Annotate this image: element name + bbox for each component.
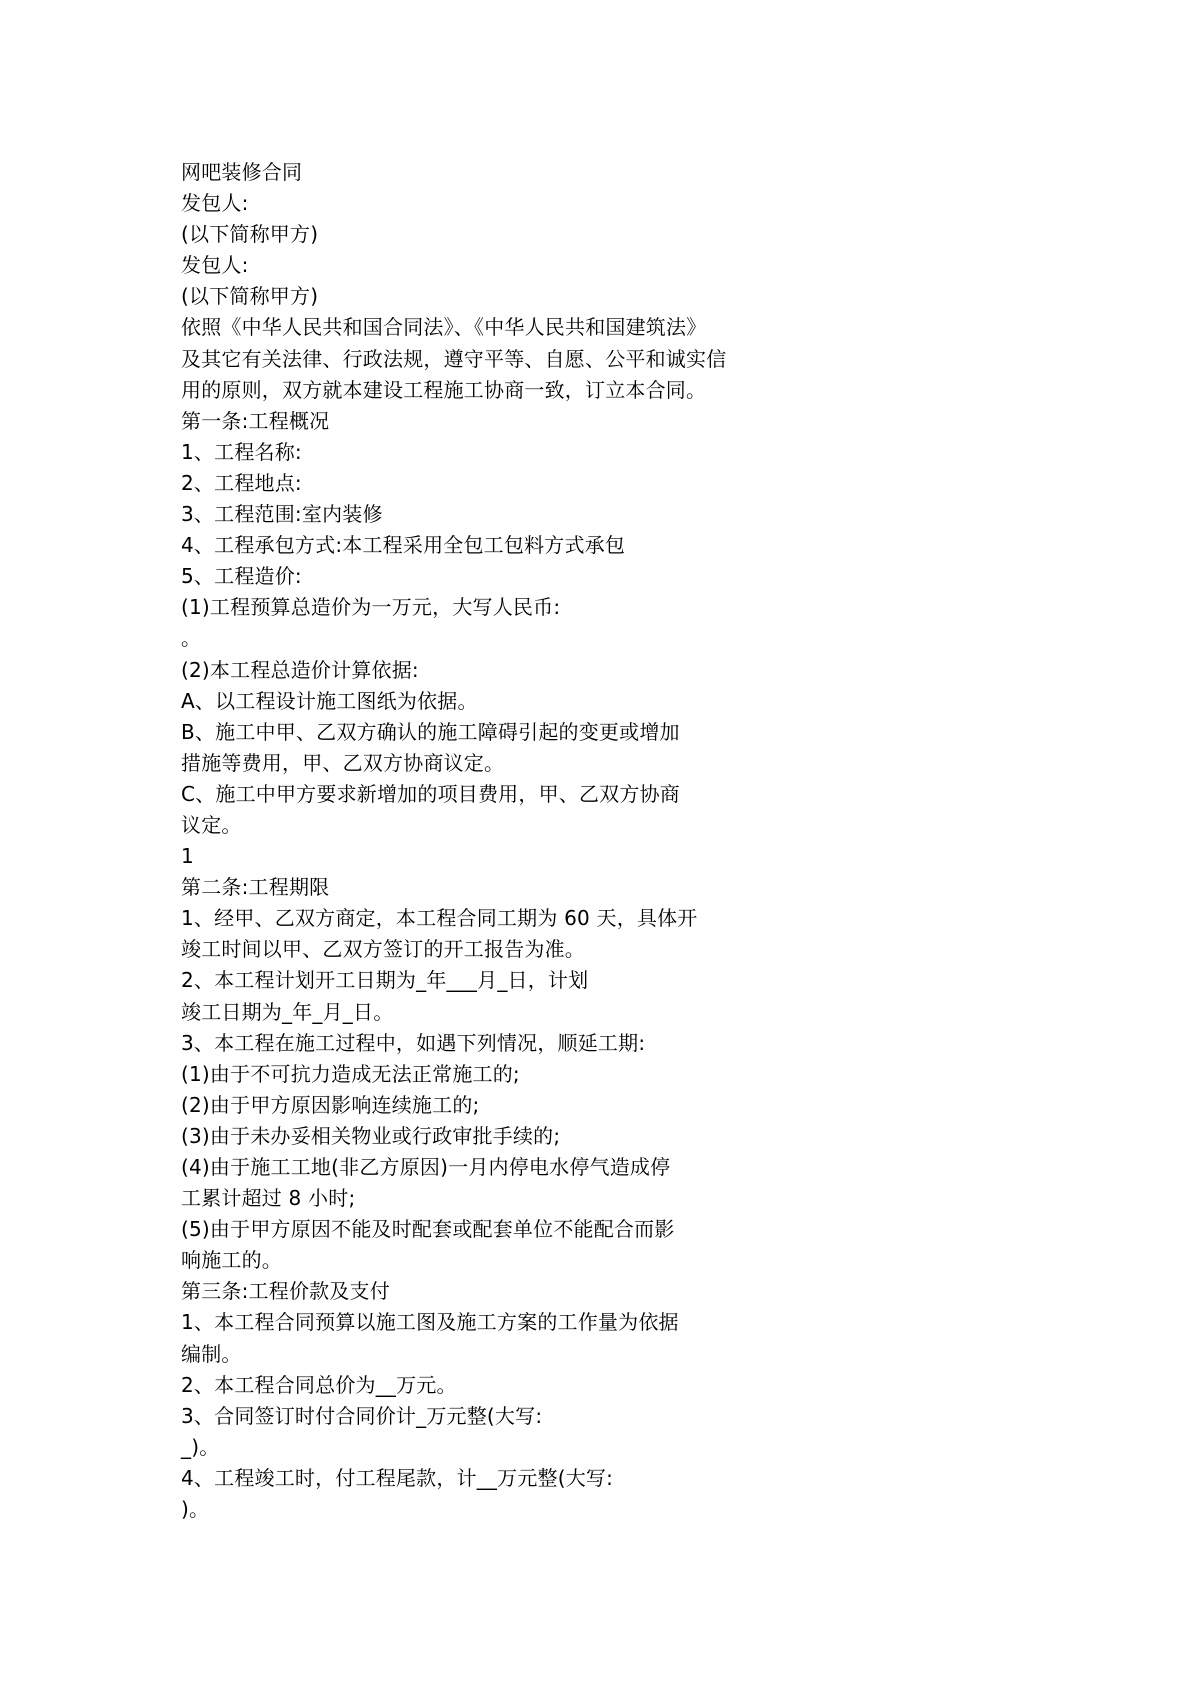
text-line: 4、工程竣工时，付工程尾款，计__万元整(大写: bbox=[181, 1465, 614, 1490]
text-line: 编制。 bbox=[181, 1341, 242, 1366]
text-line: 竣工日期为_年_月_日。 bbox=[181, 999, 394, 1024]
page-number: 1 bbox=[181, 844, 194, 869]
text-line: 响施工的。 bbox=[181, 1248, 282, 1273]
section-heading: 第三条:工程价款及支付 bbox=[181, 1279, 390, 1304]
text-line: )。 bbox=[181, 1497, 210, 1522]
text-line: (3)由于未办妥相关物业或行政审批手续的; bbox=[181, 1123, 561, 1148]
section-heading: 第一条:工程概况 bbox=[181, 408, 330, 433]
text-line: 3、合同签订时付合同价计_万元整(大写: bbox=[181, 1403, 543, 1428]
text-line: (2)由于甲方原因影响连续施工的; bbox=[181, 1092, 480, 1117]
text-line: 发包人: bbox=[181, 191, 249, 216]
text-line: 。 bbox=[181, 626, 202, 651]
text-line: (2)本工程总造价计算依据: bbox=[181, 657, 419, 682]
text-line: C、施工中甲方要求新增加的项目费用，甲、乙双方协商 bbox=[181, 781, 680, 806]
text-line: 依照《中华人民共和国合同法》、《中华人民共和国建筑法》 bbox=[181, 315, 707, 340]
text-line: 用的原则，双方就本建设工程施工协商一致，订立本合同。 bbox=[181, 377, 707, 402]
text-line: (5)由于甲方原因不能及时配套或配套单位不能配合而影 bbox=[181, 1217, 675, 1242]
text-line: (以下简称甲方) bbox=[181, 222, 319, 247]
text-line: 措施等费用，甲、乙双方协商议定。 bbox=[181, 750, 505, 775]
text-line: 2、工程地点: bbox=[181, 470, 302, 495]
text-line: A、以工程设计施工图纸为依据。 bbox=[181, 688, 478, 713]
text-line: 发包人: bbox=[181, 253, 249, 278]
text-line: _)。 bbox=[181, 1434, 220, 1459]
text-line: (1)由于不可抗力造成无法正常施工的; bbox=[181, 1061, 520, 1086]
text-line: 1、经甲、乙双方商定，本工程合同工期为 60 天，具体开 bbox=[181, 906, 698, 931]
text-line: 4、工程承包方式:本工程采用全包工包料方式承包 bbox=[181, 533, 626, 558]
text-line: 3、本工程在施工过程中，如遇下列情况，顺延工期: bbox=[181, 1030, 646, 1055]
text-line: 3、工程范围:室内装修 bbox=[181, 502, 383, 527]
text-line: 5、工程造价: bbox=[181, 564, 302, 589]
text-line: 议定。 bbox=[181, 812, 242, 837]
document-title: 网吧装修合同 bbox=[181, 160, 303, 184]
text-line: B、施工中甲、乙双方确认的施工障碍引起的变更或增加 bbox=[181, 719, 680, 744]
text-line: (4)由于施工工地(非乙方原因)一月内停电水停气造成停 bbox=[181, 1155, 671, 1179]
text-line: 竣工时间以甲、乙双方签订的开工报告为准。 bbox=[181, 937, 585, 962]
text-line: 2、本工程合同总价为__万元。 bbox=[181, 1372, 457, 1397]
section-heading: 第二条:工程期限 bbox=[181, 875, 330, 900]
text-line: (以下简称甲方) bbox=[181, 284, 319, 309]
document-body bbox=[181, 157, 801, 1525]
text-line: 工累计超过 8 小时; bbox=[181, 1186, 356, 1211]
text-line: 1、本工程合同预算以施工图及施工方案的工作量为依据 bbox=[181, 1310, 679, 1335]
text-line: 及其它有关法律、行政法规，遵守平等、自愿、公平和诚实信 bbox=[181, 346, 727, 371]
text-line: 2、本工程计划开工日期为_年___月_日，计划 bbox=[181, 968, 589, 993]
text-line: 1、工程名称: bbox=[181, 439, 302, 464]
text-line: (1)工程预算总造价为一万元，大写人民币: bbox=[181, 595, 561, 620]
